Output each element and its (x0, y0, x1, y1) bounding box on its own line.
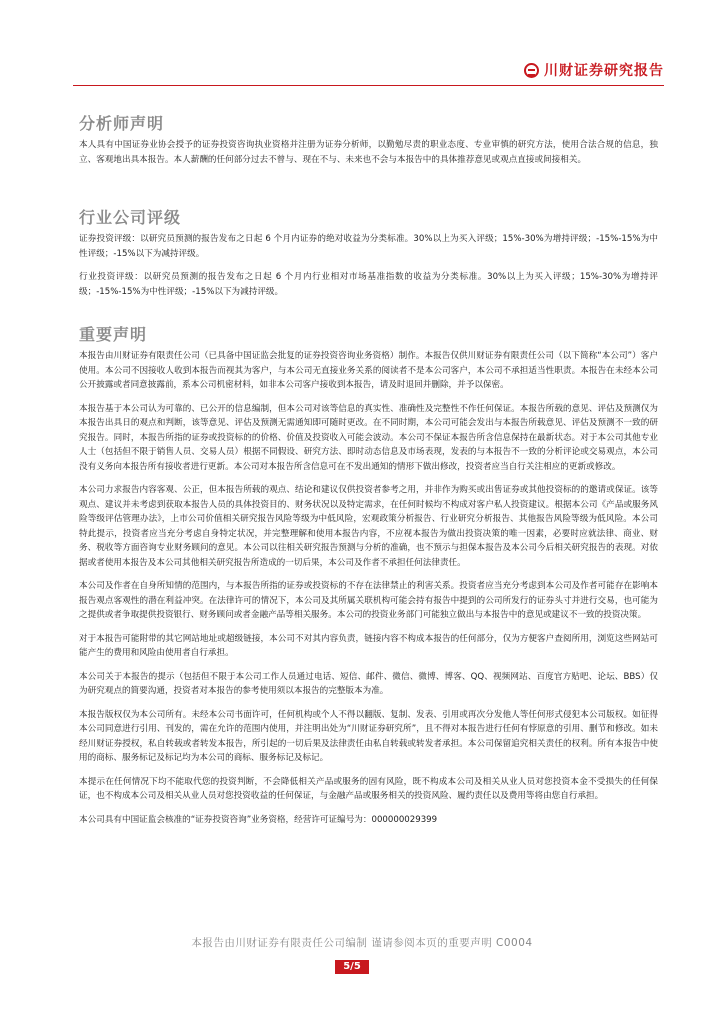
paragraph: 本公司及作者在自身所知情的范围内，与本报告所指的证券或投资标的不存在法律禁止的利害关系。投资者应当充分考虑到本公司及作者可能存在影响本报告观点客观性的潜在利益冲突。在法律许可的情况下，本公司及其所属关联机构可能会持有报告中提到的公司所发行的证券头寸并进行交易，也可能为之提供或者争取提供投资银行、财务顾问或者金融产品等相关服务。本公司的投资业务部门可能独立做出与本报告中的意见或建议不一致的投资决策。 (79, 581, 658, 620)
paragraph: 本公司具有中国证监会核准的“证券投资咨询”业务资格，经营许可证编号为：000000029399 (79, 814, 438, 825)
page-header (73, 58, 664, 82)
paragraph: 本人具有中国证券业协会授予的证券投资咨询执业资格并注册为证券分析师，以勤勉尽责的职业态度、专业审慎的研究方法，使用合法合规的信息，独立、客观地出具本报告。本人薪酬的任何部分过去不曾与、现在不与、未来也不会与本报告中的具体推荐意见或观点直接或间接相关。 (79, 140, 658, 165)
paragraph: 本报告版权仅为本公司所有。未经本公司书面许可，任何机构或个人不得以翻版、复制、发表、引用或再次分发他人等任何形式侵犯本公司版权。如征得本公司同意进行引用、刊发的，需在允许的范围内使用，并注明出处为“川财证券研究所”，且不得对本报告进行任何有悖原意的引用、删节和修改。如未经川财证券授权，私自转载或者转发本报告，所引起的一切后果及法律责任由私自转载或转发者承担。本公司保留追究相关责任的权利。所有本报告中使用的商标、服务标记及标记均为本公司的商标、服务标记及标记。 (79, 709, 658, 763)
section-title-notice: 重要声明 (79, 325, 148, 344)
section-title-rating: 行业公司评级 (79, 208, 182, 227)
section-title-analyst: 分析师声明 (79, 114, 165, 133)
page-number: 5/5 (335, 960, 369, 974)
paragraph: 本报告基于本公司认为可靠的、已公开的信息编制，但本公司对该等信息的真实性、准确性及完整性不作任何保证。本报告所载的意见、评估及预测仅为本报告出具日的观点和判断，该等意见、评估及预测无需通知即可随时更改。在不同时期，本公司可能会发出与本报告所载意见、评估及预测不一致的研究报告。同时，本报告所指的证券或投资标的的价格、价值及投资收入可能会波动。本公司不保证本报告所含信息保持在最新状态。对于本公司其他专业人士（包括但不限于销售人员、交易人员）根据不同假设、研究方法、即时动态信息及市场表现，发表的与本报告不一致的分析评论或交易观点，本公司没有义务向本报告所有接收者进行更新。本公司对本报告所含信息可在不发出通知的情形下做出修改，投资者应当自行关注相应的更新或修改。 (79, 403, 658, 472)
analyst-statement-section (79, 114, 658, 167)
brand (524, 60, 664, 80)
paragraph: 本提示在任何情况下均不能取代您的投资判断，不会降低相关产品或服务的固有风险，既不构成本公司及相关从业人员对您投资本金不受损失的任何保证，也不构成本公司及相关从业人员对您投资收益的任何保证，与金融产品或服务相关的投资风险、履约责任以及费用等将由您自行承担。 (79, 776, 658, 801)
footer-disclaimer: 本报告由川财证券有限责任公司编制 谨请参阅本页的重要声明 C0004 (191, 937, 533, 949)
paragraph: 本公司力求报告内容客观、公正，但本报告所载的观点、结论和建议仅供投资者参考之用，并非作为购买或出售证券或其他投资标的的邀请或保证。该等观点、建议并未考虑到获取本报告人员的具体投资目的、财务状况以及特定需求，在任何时候均不构成对客户私人投资建议。根据本公司《产品或服务风险等级评估管理办法》，上市公司价值相关研究报告风险等级为中低风险，宏观政策分析报告、行业研究分析报告、其他报告风险等级为低风险。本公司特此提示，投资者应当充分考虑自身特定状况，并完整理解和使用本报告内容，不应视本报告为做出投资决策的唯一因素，必要时应就法律、商业、财务、税收等方面咨询专业财务顾问的意见。本公司以往相关研究报告预测与分析的准确，也不预示与担保本报告及本公司今后相关研究报告的表现。对依据或者使用本报告及本公司其他相关研究报告所造成的一切后果，本公司及作者不承担任何法律责任。 (79, 485, 658, 568)
header-divider (73, 85, 664, 86)
paragraph: 本公司关于本报告的提示（包括但不限于本公司工作人员通过电话、短信、邮件、微信、微博、博客、QQ、视频网站、百度官方贴吧、论坛、BBS）仅为研究观点的简要沟通，投资者对本报告的参考使用须以本报告的完整版本为准。 (79, 671, 658, 696)
rating-section (79, 208, 658, 299)
paragraph: 证券投资评级：以研究员预测的报告发布之日起 6 个月内证券的绝对收益为分类标准。30%以上为买入评级；15%-30%为增持评级；-15%-15%为中性评级；-15%以下为减持评级。 (79, 234, 658, 259)
brand-name: 川财证券研究报告 (544, 63, 664, 79)
important-notice-section (79, 325, 658, 827)
chuancai-logo-icon (524, 63, 539, 78)
paragraph: 对于本报告可能附带的其它网站地址或超级链接，本公司不对其内容负责，链接内容不构成本报告的任何部分，仅为方便客户查阅所用，浏览这些网站可能产生的费用和风险由使用者自行承担。 (79, 633, 658, 658)
paragraph: 行业投资评级：以研究员预测的报告发布之日起 6 个月内行业相对市场基准指数的收益为分类标准。30%以上为买入评级；15%-30%为增持评级；-15%-15%为中性评级；-15%以下为减持评级。 (79, 272, 658, 297)
paragraph: 本报告由川财证券有限责任公司（已具备中国证监会批复的证券投资咨询业务资格）制作。本报告仅供川财证券有限责任公司（以下简称“本公司”）客户使用。本公司不因接收人收到本报告而视其为客户，与本公司无直接业务关系的阅读者不是本公司客户，本公司不承担适当性职责。本报告在未经本公司公开披露或者同意披露前，系本公司机密材料，如非本公司客户接收到本报告，请及时退回并删除，并予以保密。 (79, 351, 658, 390)
